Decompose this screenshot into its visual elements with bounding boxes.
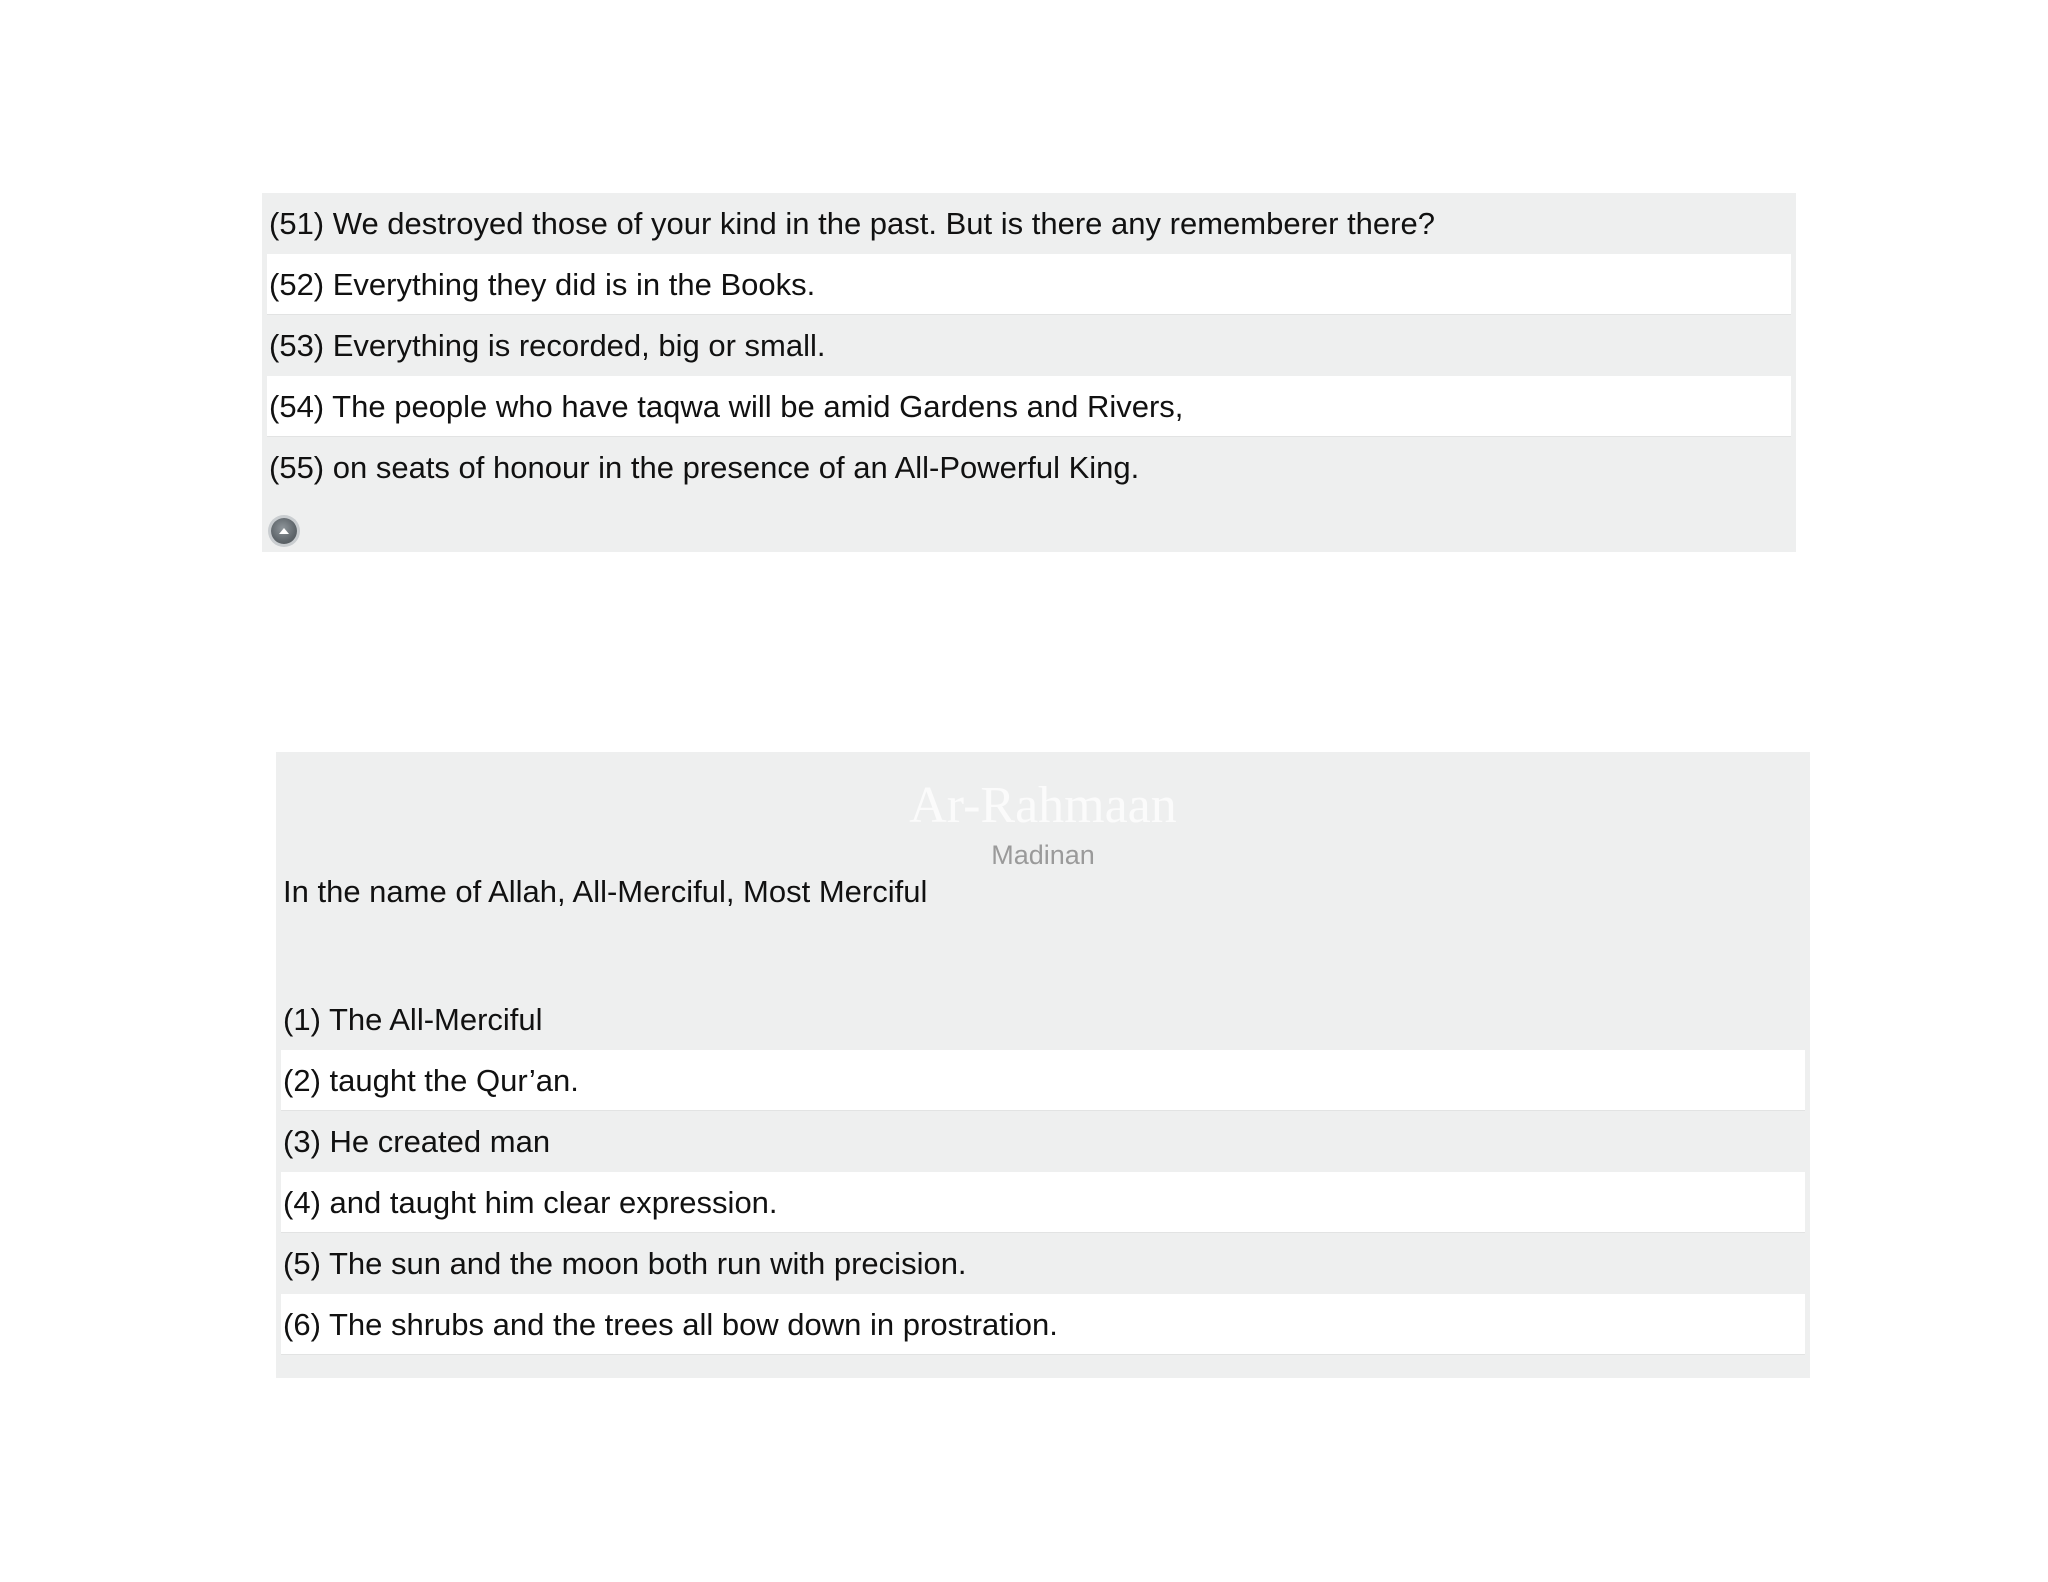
verse-51: (51) We destroyed those of your kind in the past. But is there any rememberer there? <box>269 206 1435 241</box>
verse-55: (55) on seats of honour in the presence of an All-Powerful King. <box>269 450 1140 485</box>
basmala: In the name of Allah, All-Merciful, Most Merciful <box>283 874 928 909</box>
verse-4: (4) and taught him clear expression. <box>281 1172 1805 1233</box>
verse-2: (2) taught the Qur’an. <box>281 1050 1805 1111</box>
surah-panel <box>276 752 1810 1378</box>
verse-53: (53) Everything is recorded, big or small. <box>269 328 826 363</box>
previous-surah-verses-panel <box>262 193 1796 552</box>
verse-5: (5) The sun and the moon both run with precision. <box>283 1246 967 1281</box>
spacer <box>281 932 1805 989</box>
verse-52: (52) Everything they did is in the Books. <box>267 254 1791 315</box>
surah-revelation-type: Madinan <box>991 840 1095 870</box>
surah-title: Ar-Rahmaan <box>909 777 1177 834</box>
verse-6: (6) The shrubs and the trees all bow down in prostration. <box>281 1294 1805 1355</box>
chevron-up-circle-icon[interactable] <box>271 518 297 544</box>
verse-3: (3) He created man <box>283 1124 551 1159</box>
verse-54: (54) The people who have taqwa will be amid Gardens and Rivers, <box>267 376 1791 437</box>
verse-1: (1) The All-Merciful <box>283 1002 543 1037</box>
